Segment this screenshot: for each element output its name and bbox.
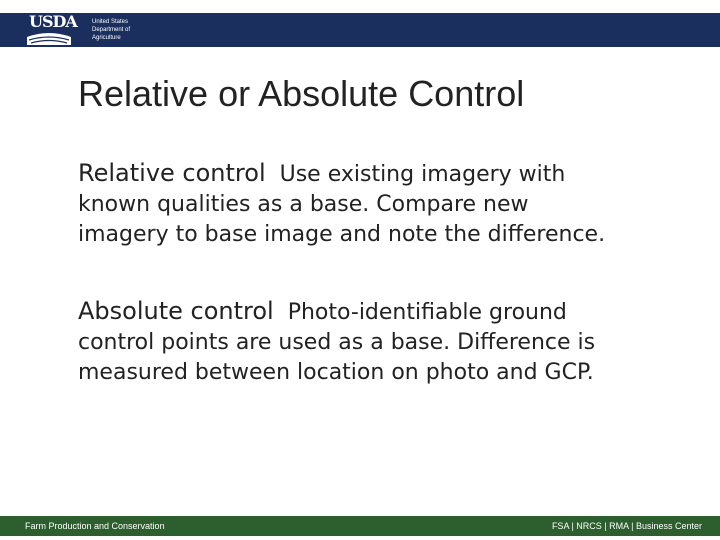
field-icon <box>27 31 71 45</box>
paragraph-text: Use existing imagery with <box>279 162 566 187</box>
agency-name <box>92 18 130 42</box>
footer-mission-area: Farm Production and Conservation <box>25 521 165 531</box>
usda-logo <box>25 12 77 47</box>
footer-bar <box>0 516 720 536</box>
paragraph-text: Photo-identifiable ground <box>287 300 567 325</box>
term-label: Absolute control <box>78 297 274 325</box>
paragraph-line: measured between location on photo and GCP. <box>78 360 594 385</box>
paragraph-line <box>78 158 678 190</box>
agency-line: Agriculture <box>92 35 121 41</box>
slide-title: Relative or Absolute Control <box>78 73 525 114</box>
agency-line: Department of <box>92 27 131 33</box>
usda-logo-text: USDA <box>29 12 77 31</box>
relative-control-paragraph <box>78 158 678 250</box>
header-bar <box>0 13 720 47</box>
footer-agencies: FSA | NRCS | RMA | Business Center <box>551 521 702 531</box>
paragraph-line <box>78 296 678 328</box>
agency-line: United States <box>92 19 129 25</box>
term-label: Relative control <box>78 159 266 187</box>
paragraph-line: imagery to base image and note the difference. <box>78 222 606 247</box>
absolute-control-paragraph <box>78 296 678 388</box>
paragraph-line: known qualities as a base. Compare new <box>78 192 529 217</box>
paragraph-line: control points are used as a base. Difference is <box>78 330 596 355</box>
